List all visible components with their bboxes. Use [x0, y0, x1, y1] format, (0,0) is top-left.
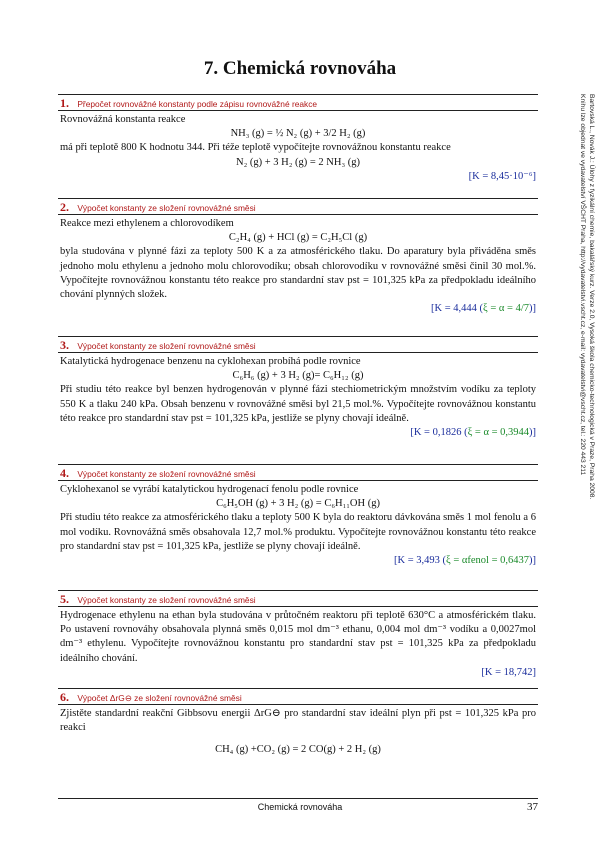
- problem-number: 4.: [60, 466, 69, 480]
- problem-text: Zjistěte standardní reakční Gibbsovu energii ΔrG⊖ pro standardní stav ideální plyn při pst = 101,325 kPa pro reakci: [60, 708, 536, 734]
- answer-extent: ξ = αfenol = 0,6437: [446, 555, 529, 567]
- equation: N₂ (g) + 3 H₂ (g) = 2 NH₃ (g): [235, 156, 360, 168]
- problem-body: [58, 607, 538, 680]
- problem-body: [58, 215, 538, 316]
- equation: C₆H₅OH (g) + 3 H₂ (g) = C₆H₁₁OH (g): [216, 498, 380, 510]
- footer-divider: [58, 798, 538, 799]
- problem-number: 1.: [60, 96, 69, 110]
- problem-text: má při teplotě 800 K hodnotu 344. Při téže teplotě vypočítejte rovnovážnou konstantu reakce: [60, 142, 451, 154]
- footer-title: Chemická rovnováha: [257, 802, 343, 812]
- equation: C₂H₄ (g) + HCl (g) = C₂H₅Cl (g): [228, 232, 368, 244]
- side-note-line-2: Knihu lze objednat ve vydavatelství VŠCHT Praha, http://vydavatelstvi.vscht.cz, e-mail: vydavatelstvi@vscht.cz, tel.: 220 443 211: [579, 94, 586, 476]
- answer: [60, 426, 536, 440]
- problem-text: Rovnovážná konstanta reakce: [60, 114, 186, 125]
- equation: CH₄ (g) +CO₂ (g) = 2 CO(g) + 2 H₂ (g): [215, 744, 381, 756]
- answer-extent: ξ = α = 0,3944: [467, 427, 529, 439]
- problem-heading: [58, 590, 538, 607]
- problem-text: Při studiu této reakce za atmosférického tlaku a teploty 500 K byla do reaktoru dávkována směs 1 mol fenolu a 6 mol vodíku. Rovnovážná směs obsahovala 12,7 mol.% produktu. Vypočítejte rovnovážnou konstantu této reakce pro standardní stav pst = 101,325 kPa, jestliže se plyny chovají ideálně.: [60, 512, 536, 552]
- problem-6: [58, 688, 538, 758]
- problem-4: [58, 464, 538, 568]
- problem-title: Výpočet ΔrG⊖ ze složení rovnovážné směsi: [77, 693, 242, 703]
- problem-number: 2.: [60, 200, 69, 214]
- problem-number: 5.: [60, 592, 69, 606]
- side-note-line-1: Bartovská L., Novák J.: Úlohy z fyzikální chemie, bakalářský kurz. Verze 2.0, Vysoká škola chemicko-technologická v Praze, Praha 2008.: [588, 94, 595, 500]
- answer-main: [K = 4,444 (: [431, 303, 484, 315]
- problem-number: 6.: [60, 690, 69, 704]
- problem-body: [58, 353, 538, 440]
- problem-title: Výpočet konstanty ze složení rovnovážné směsi: [77, 203, 256, 213]
- equation: NH₃ (g) = ½ N₂ (g) + 3/2 H₂ (g): [230, 128, 366, 140]
- problem-title: Výpočet konstanty ze složení rovnovážné směsi: [77, 595, 256, 605]
- problem-1: [58, 94, 538, 184]
- answer-main: [K = 3,493 (: [394, 555, 447, 567]
- problem-text: Katalytická hydrogenace benzenu na cyklohexan probíhá podle rovnice: [60, 356, 361, 367]
- problem-body: [58, 481, 538, 568]
- problem-5: [58, 590, 538, 680]
- answer-end: )]: [529, 427, 536, 439]
- problem-heading: [58, 688, 538, 705]
- problem-body: [58, 111, 538, 184]
- side-note: [568, 94, 596, 534]
- answer-end: )]: [529, 555, 536, 567]
- problem-heading: [58, 94, 538, 111]
- problem-text: Reakce mezi ethylenem a chlorovodíkem: [60, 218, 234, 229]
- problem-heading: [58, 198, 538, 215]
- answer: [K = 8,45·10⁻⁶]: [468, 170, 536, 182]
- problem-text: Cyklohexanol se vyrábí katalytickou hydrogenací fenolu podle rovnice: [60, 484, 359, 495]
- answer-end: )]: [529, 303, 536, 315]
- answer: [60, 302, 536, 316]
- problem-heading: [58, 336, 538, 353]
- problem-3: [58, 336, 538, 440]
- problem-text: Při studiu této reakce byl benzen hydrogenován v plynné fázi stechiometrickým množstvím vodíku za teploty 550 K a tlaku 240 kPa. Obsah benzenu v rovnovážné směsi byl 21,5 mol.%. Vypočítejte rovnovážnou konstantu této reakce pro standardní stav pst = 101,325 kPa, jestliže se plyny chovají ideálně.: [60, 384, 536, 424]
- equation: C₆H₆ (g) + 3 H₂ (g)= C₆H₁₂ (g): [232, 370, 364, 382]
- problem-number: 3.: [60, 338, 69, 352]
- problem-title: Přepočet rovnovážné konstanty podle zápisu rovnovážné reakce: [77, 99, 318, 109]
- problem-title: Výpočet konstanty ze složení rovnovážné směsi: [77, 341, 256, 351]
- problem-text: byla studována v plynné fázi za teploty 500 K a za atmosférického tlaku. Do aparatury byla přiváděna směs jednoho molu ethylenu a jednoho molu chlorovodíku; obsah chlorovodíku v rovnovážné směsi činil 30 mol.%. Vypočítejte rovnovážnou konstantu této reakce pro standardní stav pst = 101,325 kPa za předpokladu ideálního chování plynných složek.: [60, 246, 536, 301]
- answer: [60, 554, 536, 568]
- answer-extent: ξ = α = 4/7: [483, 303, 529, 315]
- answer: [K = 18,742]: [481, 666, 536, 678]
- problem-heading: [58, 464, 538, 481]
- problem-title: Výpočet konstanty ze složení rovnovážné směsi: [77, 469, 256, 479]
- page-number: 37: [527, 801, 538, 813]
- problem-2: [58, 198, 538, 316]
- problem-text: Hydrogenace ethylenu na ethan byla studována v průtočném reaktoru při teplotě 630°C a atmosférickém tlaku. Po ustavení rovnováhy obsahovala plynná směs 0,015 mol dm⁻³ ethanu, 0,004 mol dm⁻³ vodíku a 0,0027mol dm⁻³ ethylenu. Vypočítejte rovnovážnou konstantu pro standardní stav pst = 101,325 kPa za předpokladu ideálního chování.: [60, 610, 536, 664]
- answer-main: [K = 0,1826 (: [410, 427, 468, 439]
- problem-body: [58, 705, 538, 758]
- page-title: 7. Chemická rovnováha: [203, 58, 397, 79]
